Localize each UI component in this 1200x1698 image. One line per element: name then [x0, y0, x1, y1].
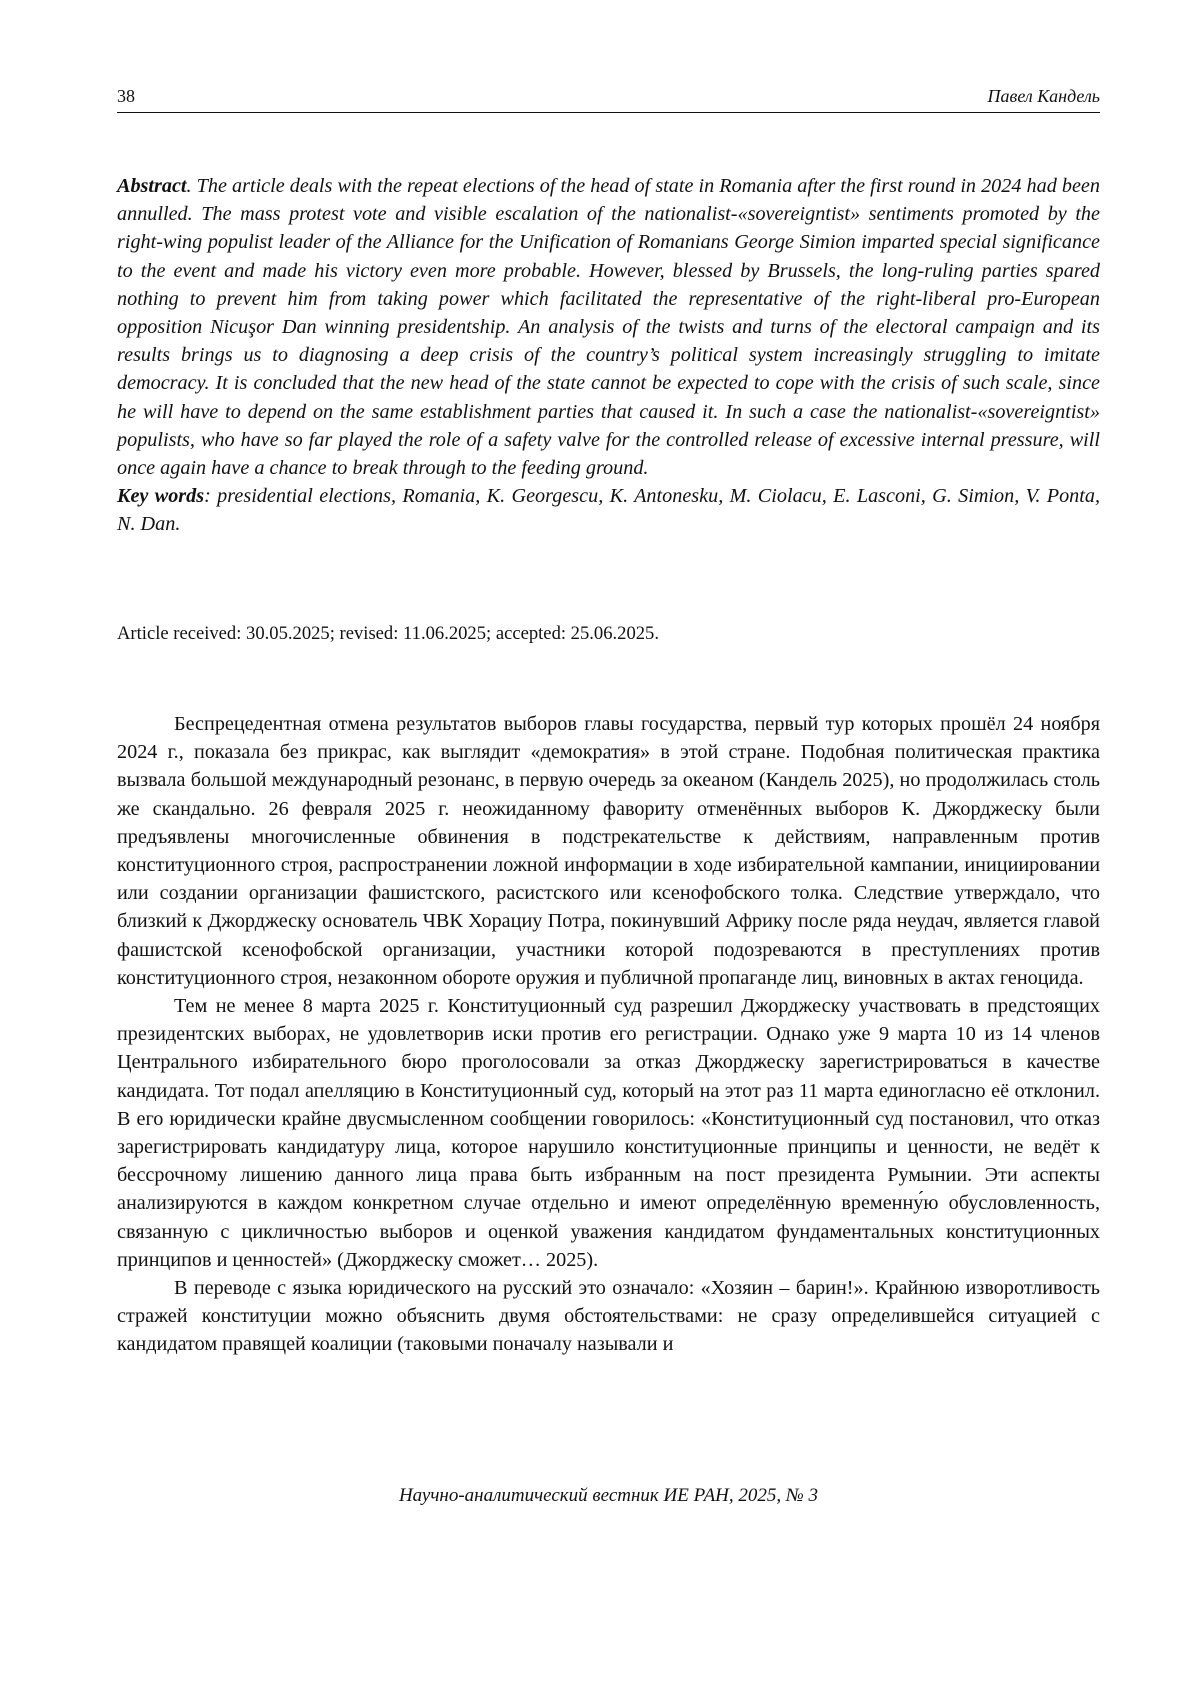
page-number: 38: [117, 86, 135, 106]
body-paragraph-1: Беспрецедентная отмена результатов выборов главы государства, первый тур которых прошёл 24 ноября 2024 г., показала без прикрас, как выглядит «демократия» в этой стране. Подобная политическая практика вызвала большой международный резонанс, в первую очередь за океаном (Кандель 2025), но продолжилась столь же скандально. 26 февраля 2025 г. неожиданному фавориту отменённых выборов К. Джорджеску были предъявлены многочисленные обвинения в подстрекательстве к действиям, направленным против конституционного строя, распространении ложной информации в ходе избирательной кампании, инициировании или создании организации фашистского, расистского или ксенофобского толка. Следствие утверждало, что близкий к Джорджеску основатель ЧВК Хорациу Потра, покинувший Африку после ряда неудач, является главой фашистской ксенофобской организации, участники которой подозреваются в преступлениях против конституционного строя, незаконном обороте оружия и публичной пропаганде лиц, виновных в актах геноцида.: [117, 713, 1100, 989]
page: [117, 0, 1100, 1698]
running-header-author: Павел Кандель: [987, 86, 1100, 106]
keywords-label: Key words: [117, 485, 205, 508]
article-dates: Article received: 30.05.2025; revised: 11.06.2025; accepted: 25.06.2025.: [117, 623, 659, 644]
running-header: [117, 84, 1100, 113]
body-paragraph-3: В переводе с языка юридического на русский это означало: «Хозяин – барин!». Крайнюю изворотливость стражей конституции можно объяснить двумя обстоятельствами: не сразу определившейся ситуацией с кандидатом правящей коалиции (таковыми поначалу называли и: [117, 1277, 1100, 1356]
running-footer: Научно-аналитический вестник ИЕ РАН, 2025, № 3: [398, 1485, 819, 1506]
abstract-text: . The article deals with the repeat elections of the head of state in Romania after the first round in 2024 had been annulled. The mass protest vote and visible escalation of the nationalist-«sovereigntist» sentiments promoted by the right-wing populist leader of the Alliance for the Unification of Romanians George Simion imparted special significance to the event and made his victory even more probable. However, blessed by Brussels, the long-ruling parties spared nothing to prevent him from taking power which facilitated the representative of the right-liberal pro-European opposition Nicuşor Dan winning presidentship. An analysis of the twists and turns of the electoral campaign and its results brings us to diagnosing a deep crisis of the country’s political system increasingly struggling to imitate democracy. It is concluded that the new head of the state cannot be expected to cope with the crisis of such scale, since he will have to depend on the same establishment parties that caused it. In such a case the nationalist-«sovereigntist» populists, who have so far played the role of a safety valve for the controlled release of excessive internal pressure, will once again have a chance to break through to the feeding ground.: [117, 175, 1100, 480]
abstract: [117, 172, 1100, 539]
body-paragraph-2: Тем не менее 8 марта 2025 г. Конституционный суд разрешил Джорджеску участвовать в предстоящих президентских выборах, не удовлетворив иски против его регистрации. Однако уже 9 марта 10 из 14 членов Центрального избирательного бюро проголосовали за отказ Джорджеску зарегистрироваться в качестве кандидата. Тот подал апелляцию в Конституционный суд, который на этот раз 11 марта единогласно её отклонил. В его юридически крайне двусмысленном сообщении говорилось: «Конституционный суд постановил, что отказ зарегистрировать кандидатуру лица, которое нарушило конституционные принципы и ценности, не ведёт к бессрочному лишению данного лица права быть избранным на пост президента Румынии. Эти аспекты анализируются в каждом конкретном случае отдельно и имеют определённую временну́ю обусловленность, связанную с цикличностью выборов и оценкой уважения кандидатом фундаментальных конституционных принципов и ценностей» (Джорджеску сможет… 2025).: [117, 995, 1100, 1271]
abstract-label: Abstract: [117, 175, 187, 197]
article-body: [117, 710, 1100, 1359]
keywords-text: : presidential elections, Romania, K. Georgescu, K. Antonesku, M. Ciolacu, E. Lasconi, G. Simion, V. Ponta, N. Dan.: [117, 485, 1101, 536]
